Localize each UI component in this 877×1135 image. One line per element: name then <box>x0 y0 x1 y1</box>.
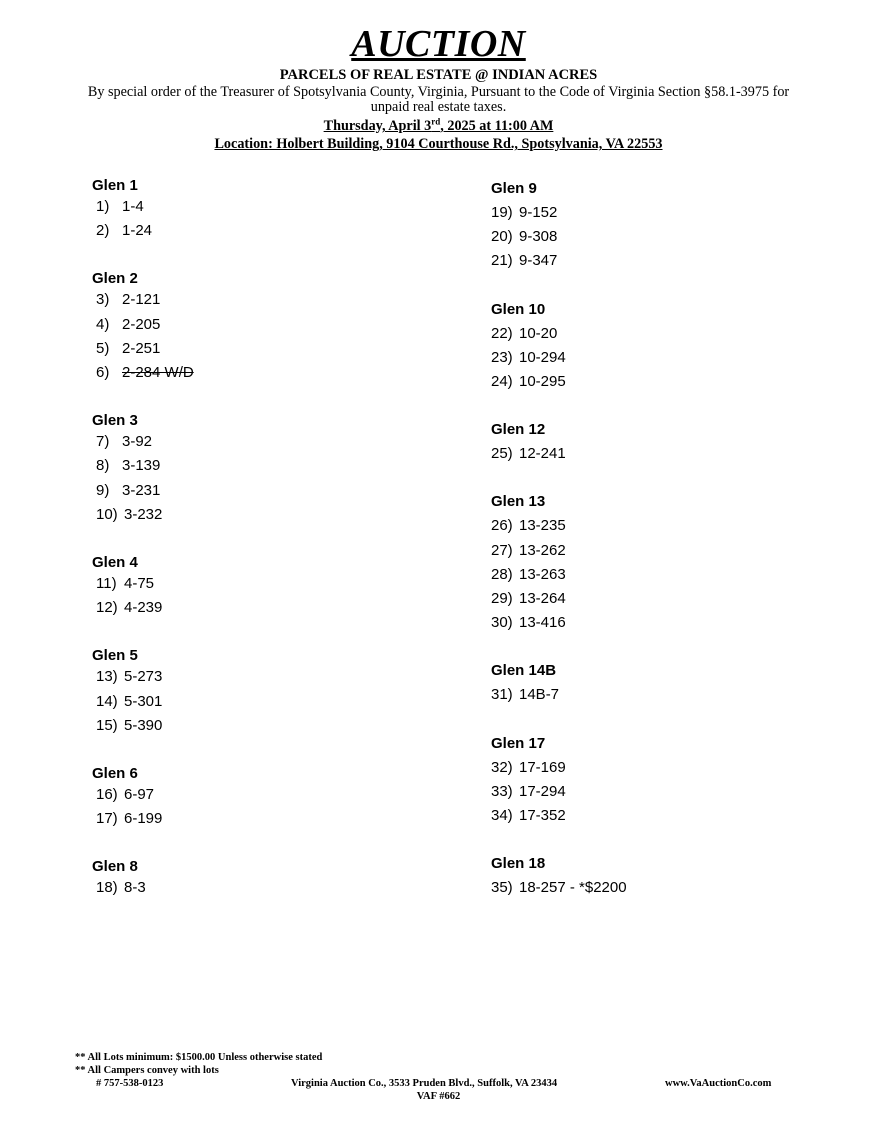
parcel-id: 9-347 <box>519 252 558 270</box>
group-title: Glen 12 <box>491 421 546 439</box>
parcel-id: 4-75 <box>124 575 155 592</box>
parcel-id: 1-4 <box>122 198 144 215</box>
parcel-id: 17-352 <box>519 807 566 824</box>
parcel-number: 32) <box>491 758 513 776</box>
parcel-item <box>491 783 566 801</box>
parcel-id: 18-257 - *$2200 <box>519 879 627 897</box>
parcel-item <box>491 807 566 825</box>
parcel-id: 8-3 <box>124 879 146 897</box>
parcel-id: 3-92 <box>122 433 153 451</box>
parcel-number: 22) <box>491 324 513 342</box>
parcel-id: 13-262 <box>519 541 566 559</box>
parcel-id: 5-301 <box>124 692 163 710</box>
group-title: Glen 13 <box>491 493 546 511</box>
parcel-item <box>96 717 162 735</box>
parcel-number: 2) <box>96 222 110 240</box>
auction-date <box>0 118 877 134</box>
parcel-item <box>96 340 160 358</box>
parcel-number: 24) <box>491 373 513 390</box>
parcel-number: 13) <box>96 668 118 686</box>
parcel-item <box>491 228 557 246</box>
parcel-item <box>491 566 566 584</box>
parcel-item <box>491 879 627 897</box>
footer-note-campers: ** All Campers convey with lots <box>75 1065 219 1076</box>
parcel-item <box>491 542 566 560</box>
group-title: Glen 6 <box>92 765 138 782</box>
parcel-item <box>491 325 557 343</box>
parcel-item <box>491 349 566 367</box>
parcel-item <box>96 316 160 334</box>
parcel-item <box>491 445 566 463</box>
parcel-item <box>96 482 160 500</box>
date-ordinal: rd <box>431 116 441 127</box>
parcel-number: 14) <box>96 692 118 710</box>
group-title: Glen 18 <box>491 855 546 873</box>
parcel-id: 6-199 <box>124 810 163 828</box>
parcel-id: 6-97 <box>124 786 155 803</box>
group-title: Glen 2 <box>92 270 138 288</box>
parcel-id: 2-205 <box>122 315 161 333</box>
parcel-number: 30) <box>491 614 513 632</box>
parcel-item <box>96 786 154 804</box>
group-title: Glen 4 <box>92 554 138 571</box>
parcel-number: 7) <box>96 433 110 451</box>
parcel-item <box>491 686 559 704</box>
parcel-number: 18) <box>96 879 118 897</box>
parcel-id: 2-251 <box>122 339 161 357</box>
parcel-item <box>491 759 566 777</box>
parcel-id: 13-235 <box>519 517 566 535</box>
parcel-id: 9-308 <box>519 228 558 246</box>
parcel-number: 5) <box>96 339 110 357</box>
parcel-id: 10-20 <box>519 324 558 342</box>
parcel-number: 29) <box>491 590 513 607</box>
parcel-id: 3-139 <box>122 457 161 475</box>
parcel-item <box>491 590 566 608</box>
date-suffix: , 2025 at 11:00 AM <box>440 118 554 134</box>
parcel-number: 15) <box>96 716 118 734</box>
parcel-item <box>96 291 160 309</box>
parcel-number: 34) <box>491 807 513 824</box>
parcel-number: 11) <box>96 575 117 592</box>
parcel-item <box>96 433 152 451</box>
auction-location: Location: Holbert Building, 9104 Courthouse Rd., Spotsylvania, VA 22553 <box>214 136 663 152</box>
parcel-number: 19) <box>491 204 513 221</box>
parcel-item <box>491 252 557 270</box>
parcel-number: 28) <box>491 565 513 583</box>
parcel-id: 13-264 <box>519 590 566 607</box>
parcel-id: 2-284 W/D <box>122 364 194 381</box>
parcel-number: 3) <box>96 291 110 309</box>
parcel-number: 31) <box>491 686 513 704</box>
group-title: Glen 1 <box>92 177 138 194</box>
parcel-number: 21) <box>491 252 513 270</box>
parcel-number: 8) <box>96 457 110 475</box>
parcel-id: 1-24 <box>122 222 153 240</box>
parcel-number: 25) <box>491 445 513 463</box>
parcel-item <box>96 575 154 593</box>
parcel-id: 17-169 <box>519 758 566 776</box>
parcel-number: 4) <box>96 315 110 333</box>
parcel-number: 1) <box>96 198 110 215</box>
parcel-id: 13-416 <box>519 614 566 632</box>
group-title: Glen 10 <box>491 300 546 318</box>
parcel-id: 4-239 <box>124 599 163 617</box>
parcel-number: 9) <box>96 481 110 499</box>
parcel-id: 10-295 <box>519 373 566 390</box>
page-subtitle: PARCELS OF REAL ESTATE @ INDIAN ACRES <box>279 67 598 83</box>
parcel-number: 35) <box>491 879 513 897</box>
footer-phone: # 757-538-0123 <box>96 1078 164 1089</box>
parcel-item <box>491 517 566 535</box>
parcel-number: 20) <box>491 228 513 246</box>
parcel-id: 17-294 <box>519 782 566 800</box>
parcel-number: 6) <box>96 364 110 381</box>
parcel-item-withdrawn <box>96 364 194 382</box>
parcel-id: 12-241 <box>519 445 566 463</box>
parcel-item <box>96 198 144 216</box>
parcel-number: 27) <box>491 541 513 559</box>
parcel-item <box>96 693 162 711</box>
footer-website: www.VaAuctionCo.com <box>665 1078 772 1089</box>
parcel-number: 33) <box>491 782 513 800</box>
page-title: AUCTION <box>351 23 526 65</box>
parcel-item <box>96 810 162 828</box>
parcel-id: 5-273 <box>124 668 163 686</box>
parcel-number: 17) <box>96 810 118 828</box>
parcel-id: 10-294 <box>519 348 566 366</box>
parcel-item <box>96 457 160 475</box>
group-title: Glen 17 <box>491 734 546 752</box>
parcel-id: 2-121 <box>122 291 161 309</box>
parcel-item <box>96 879 146 897</box>
parcel-number: 16) <box>96 786 118 803</box>
footer-vaf: VAF #662 <box>416 1091 461 1102</box>
group-title: Glen 3 <box>92 412 138 430</box>
group-title: Glen 9 <box>491 180 537 197</box>
footer-note-minimum: ** All Lots minimum: $1500.00 Unless otherwise stated <box>75 1052 323 1063</box>
group-title: Glen 14B <box>491 662 557 680</box>
parcel-id: 13-263 <box>519 565 566 583</box>
parcel-item <box>96 506 162 524</box>
parcel-id: 3-231 <box>122 481 161 499</box>
parcel-number: 23) <box>491 348 513 366</box>
parcel-number: 26) <box>491 517 513 535</box>
parcel-id: 14B-7 <box>519 686 560 704</box>
date-prefix: Thursday, April 3 <box>323 118 432 134</box>
footer-company: Virginia Auction Co., 3533 Pruden Blvd., Suffolk, VA 23434 <box>291 1078 558 1089</box>
parcel-id: 3-232 <box>124 505 163 523</box>
parcel-number: 10) <box>96 505 118 523</box>
parcel-item <box>96 599 162 617</box>
parcel-id: 5-390 <box>124 716 163 734</box>
parcel-number: 12) <box>96 599 118 617</box>
parcel-item <box>491 614 566 632</box>
group-title: Glen 5 <box>92 647 138 665</box>
parcel-item <box>491 204 557 222</box>
parcel-item <box>491 373 566 391</box>
group-title: Glen 8 <box>92 858 138 876</box>
parcel-item <box>96 222 152 240</box>
intro-text: By special order of the Treasurer of Spotsylvania County, Virginia, Pursuant to the Code of Virginia Section §58.1-3975 for unpaid real estate taxes. <box>87 84 790 115</box>
parcel-id: 9-152 <box>519 204 558 221</box>
parcel-item <box>96 668 162 686</box>
